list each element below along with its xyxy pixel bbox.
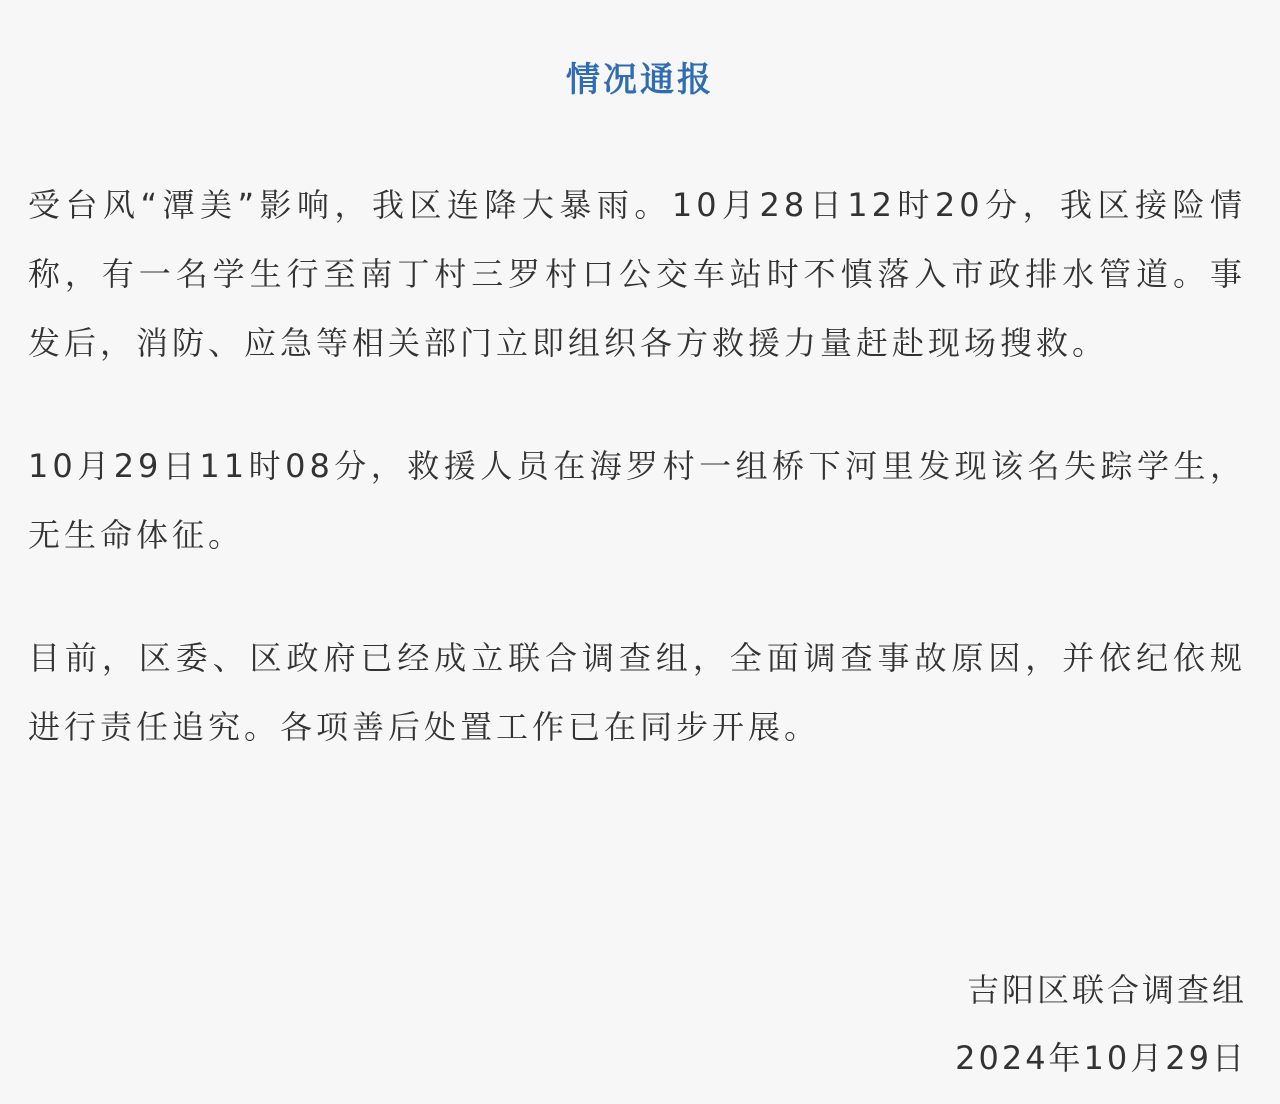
paragraph-incident xyxy=(28,171,1246,378)
paragraph-search-result xyxy=(28,432,1246,570)
signature-date: 2024年10月29日 xyxy=(955,1039,1247,1077)
paragraph-investigation xyxy=(28,624,1246,762)
paragraph-line: 称，有一名学生行至南丁村三罗村口公交车站时不慎落入市政排水管道。事 xyxy=(28,255,1246,293)
signature-block xyxy=(644,956,1247,1092)
page-title: 情况通报 xyxy=(566,60,714,100)
paragraph-line: 10月29日11时08分，救援人员在海罗村一组桥下河里发现该名失踪学生， xyxy=(28,447,1246,485)
paragraph-line: 进行责任追究。各项善后处置工作已在同步开展。 xyxy=(28,708,821,746)
paragraph-line: 受台风“潭美”影响，我区连降大暴雨。10月28日12时20分，我区接险情 xyxy=(28,186,1246,224)
paragraph-line: 无生命体征。 xyxy=(28,516,245,554)
paragraph-line: 目前，区委、区政府已经成立联合调查组，全面调查事故原因，并依纪依规 xyxy=(28,639,1246,677)
paragraph-line: 发后，消防、应急等相关部门立即组织各方救援力量赶赴现场搜救。 xyxy=(28,324,1109,362)
signature-issuer: 吉阳区联合调查组 xyxy=(966,971,1247,1009)
